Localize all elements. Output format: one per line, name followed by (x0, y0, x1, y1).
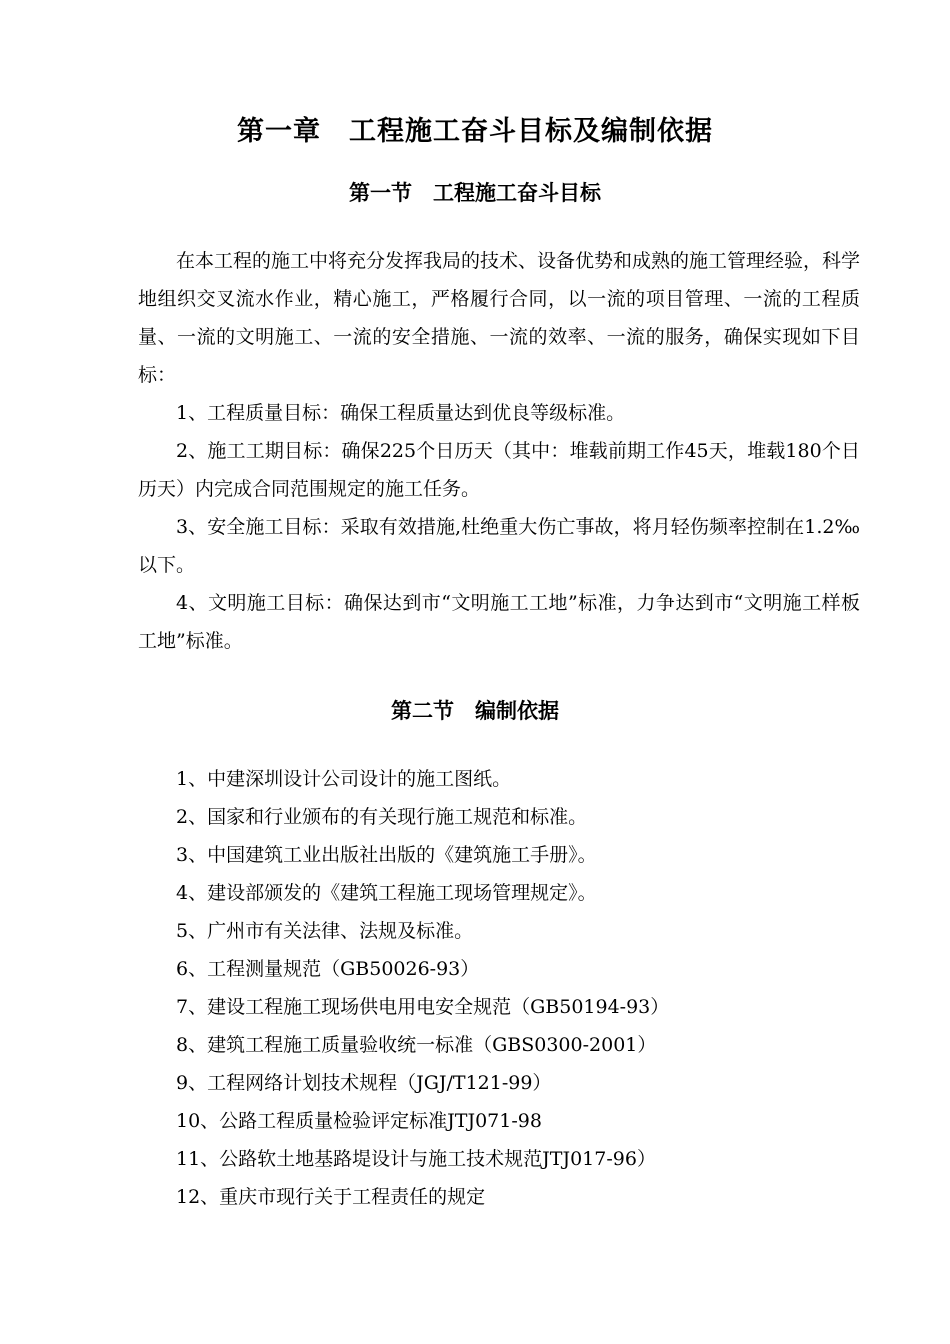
list-item: 10、公路工程质量检验评定标准JTJ071-98 (176, 1110, 542, 1132)
list-item: 2、国家和行业颁布的有关现行施工规范和标准。 (176, 806, 588, 828)
intro-paragraph: 在本工程的施工中将充分发挥我局的技术、设备优势和成熟的施工管理经验，科学地组织交叉流水作业，精心施工，严格履行合同，以一流的项目管理、一流的工程质量、一流的文明施工、一流的安全措施、一流的效率、一流的服务，确保实现如下目标： (138, 250, 861, 386)
list-item: 4、建设部颁发的《建筑工程施工现场管理规定》。 (176, 882, 597, 904)
section-title-goals: 第一节 工程施工奋斗目标 (349, 181, 601, 205)
section-title-basis: 第二节 编制依据 (391, 699, 559, 723)
goal-safety: 3、安全施工目标：采取有效措施,杜绝重大伤亡事故，将月轻伤频率控制在1.2‰以下。 (138, 516, 860, 576)
list-item: 8、建筑工程施工质量验收统一标准（GBS0300-2001） (176, 1034, 657, 1056)
goal-civilized: 4、文明施工目标：确保达到市“文明施工工地”标准，力争达到市“文明施工样板工地”标准。 (138, 592, 860, 652)
basis-list (138, 760, 860, 1216)
list-item: 3、中国建筑工业出版社出版的《建筑施工手册》。 (176, 844, 597, 866)
goal-schedule: 2、施工工期目标：确保225个日历天（其中：堆载前期工作45天，堆载180个日历天）内完成合同范围规定的施工任务。 (138, 440, 860, 500)
goal-quality: 1、工程质量目标：确保工程质量达到优良等级标准。 (176, 402, 626, 424)
list-item: 11、公路软土地基路堤设计与施工技术规范JTJ017-96） (176, 1148, 656, 1170)
chapter-title: 第一章 工程施工奋斗目标及编制依据 (237, 116, 713, 147)
list-item: 5、广州市有关法律、法规及标准。 (176, 920, 474, 942)
list-item: 9、工程网络计划技术规程（JGJ/T121-99） (176, 1072, 552, 1094)
list-item: 12、重庆市现行关于工程责任的规定 (176, 1186, 486, 1208)
list-item: 7、建设工程施工现场供电用电安全规范（GB50194-93） (176, 996, 670, 1018)
list-item: 6、工程测量规范（GB50026-93） (176, 958, 480, 980)
list-item: 1、中建深圳设计公司设计的施工图纸。 (176, 768, 512, 790)
goals-body (138, 242, 860, 660)
